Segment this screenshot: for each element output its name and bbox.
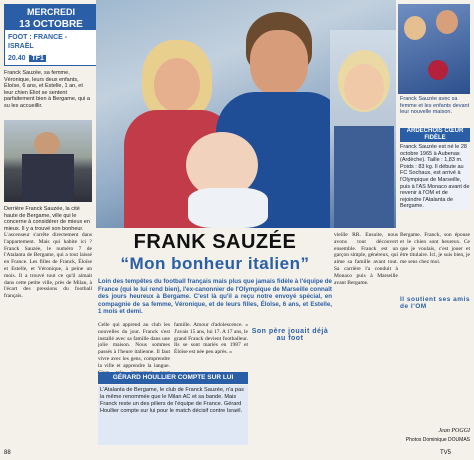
body-column-4: vieille RR. Ensuite, nous avons tout découvert ensemble. Franck est un garçon simple, généreux, qui aime sa famille avant tout. Sa carrière l'a conduit à Monaco puis à Marseille avant Bergame. [334,232,398,286]
husband-face [250,30,308,96]
headline-quote: “Mon bonheur italien” [120,254,310,273]
husband-small-face [436,10,458,34]
ball-icon [428,60,448,80]
wife-face [154,58,200,112]
credits-author: Jean POGGI [438,428,470,434]
body-column-3: famille. Amour d'adolescence. « J'avais 15 ans, lui 17. A 17 ans, le grand Franck devient footballeur. Ils se sont mariés en 1987 et Éloïse est née peu après. » [174,322,248,356]
page-number-left: 88 [4,450,11,456]
bergame-photo [4,120,92,202]
daughter-shirt [334,126,394,228]
body-column-1: L'ascenseur s'arrête directement dans l'appartement. Mais qui habite ici ? Franck Sauzée, le numéro 7 de l'Atalanta de Bergame, qui a tout laissé en France. Les filles de Franck, Éloïse et Estelle, et Véronique, à peine un mois. Il a trouvé tout ce qu'il aimait dans cette petite ville, près de Milan, à l'écart des pressions du football français. [4,232,92,300]
baby-clothes [188,188,268,228]
houllier-box-header [98,372,248,384]
program-time: 20.40 [8,55,26,62]
tf1-logo-icon: TF1 [31,55,44,62]
houllier-text: L'Atalanta de Bergame, le club de Franck Sauzée, n'a pas la même renommée que le Milan AC et sa bande. Mais Franck reste un des piliers de l'équipe de France. Gérard Houllier compte sur lui pour le match décisif contre Israël. [98,385,248,445]
program-match: FOOT : FRANCE - ISRAËL [8,34,68,50]
top-right-photo [398,4,470,94]
ardechois-box-header [400,128,470,142]
family-caption: Franck Sauzée, sa femme, Véronique, leurs deux enfants, Éloïse, 6 ans, et Estelle, 1 an, et leur chien Eliot se sentent parfaitement bien à Bergame, qui a su les accueillir. [4,70,90,109]
wife-small-face [404,16,426,40]
houllier-title: GÉRARD HOULLIER COMPTE SUR LUI [112,374,234,381]
ardechois-title: ARDÉCHOIS CŒUR FIDÈLE [406,128,464,141]
bergame-caption: Derrière Franck Sauzée, la cité haute de Bergame, ville qui le concerne à considérer de mieux en mieux. Il y a trouvé son bonheur. [4,206,90,232]
right-photo-caption: Franck Sauzée avec sa femme et les enfants devant leur nouvelle maison. [400,96,470,116]
intro-paragraph: Loin des tempêtes du football français mais plus que jamais fidèle à l'équipe de France (qui le lui rend bien), l'ex-canonnier de l'Olympique de Marseille connaît des jours heureux à Bergame. C'est là qu'il a reçu notre envoyé spécial, en compagnie de sa femme, Véronique, et de leurs filles, Éloïse, 6 ans, et Estelle, 1 mois et demi. [98,278,332,316]
program-time-channel [5,51,97,63]
body-column-2: Celle qui apprend au club les nouvelles du jour. Franck s'est installé avec sa famille dans une jolie maison. Nous sommes passés à l'heure italienne. Il faut vivre avec les gens, comprendre la ville et apprendre la langue. [98,322,170,369]
page-number-right: TV5 [440,450,452,456]
program-day: MERCREDI [5,5,97,19]
player-jacket [22,154,74,202]
daughter-face [344,64,384,110]
player-head [34,132,60,156]
daughter-photo [330,30,396,228]
ardechois-text: Franck Sauzée est né le 28 octobre 1965 à Aubenas (Ardèche). Taille : 1,83 m. Poids : 83 kg. Il débute au FC Sochaux, est arrivé à l'Olympique de Marseille, puis à l'AS Monaco avant de revenir à l'OM et de rejoindre l'Atalanta de Bergame. [400,144,470,210]
program-date: 13 OCTOBRE [5,19,97,30]
credits-photos: Photos Dominique DOUMAS [405,437,470,443]
headline-name: FRANK SAUZÉE [133,231,297,253]
body-column-5: Bergame. Franck, son épouse et le chien sont heureux. Ce que je voulais, c'est jouer et être titulaire. Ici, je suis bien, je me sens chez moi. [400,232,470,266]
subhead-father: Son père jouait déjà au foot [251,328,329,342]
subhead-om: Il soutient ses amis de l'OM [400,296,470,310]
program-header-box [4,4,98,66]
